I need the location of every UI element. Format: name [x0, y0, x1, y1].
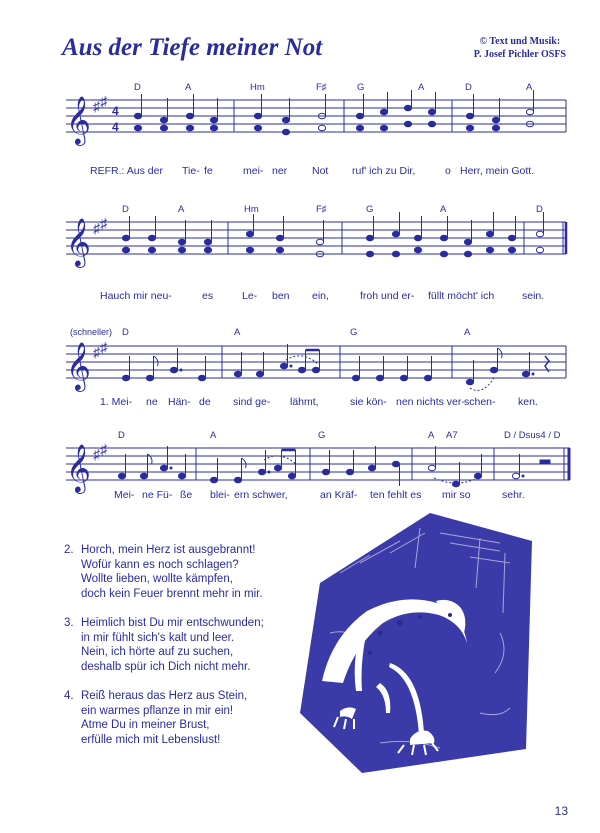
chord-symbol: D: [536, 204, 543, 215]
chord-symbol: A: [440, 204, 447, 215]
chord-symbol: A: [418, 82, 425, 93]
lyric-syllable: froh und er-: [360, 290, 415, 302]
lyric-syllable: ken.: [518, 396, 538, 408]
music-system-2: [0, 202, 600, 302]
credits-line: © Text und Musik:: [479, 36, 561, 47]
lyric-syllable: ern schwer,: [234, 489, 288, 501]
lyric-syllable: ten fehlt es: [370, 489, 422, 501]
key-signature: ♯: [93, 220, 100, 236]
chord-symbol: F♯: [316, 82, 327, 93]
lyric-syllable: de: [199, 396, 211, 408]
time-signature: 4: [112, 104, 119, 118]
time-signature: 4: [112, 120, 119, 134]
song-credits: [474, 35, 566, 61]
lyric-syllable: ne: [146, 396, 158, 408]
chord-symbol: Hm: [250, 82, 265, 93]
key-signature: ♯: [100, 441, 107, 457]
lyric-syllable: ein,: [312, 290, 329, 302]
lyric-syllable: Herr, mein Gott.: [460, 165, 535, 177]
lyric-syllable: REFR.: Aus der: [90, 165, 163, 177]
tempo-marking: (schneller): [70, 327, 113, 337]
key-signature: ♯: [100, 339, 107, 355]
verse-line: deshalb spür ich Dich nicht mehr.: [81, 660, 251, 673]
chord-symbol: A: [234, 327, 241, 338]
verse-4: [64, 689, 314, 747]
key-signature: ♯: [93, 98, 100, 114]
lyric-syllable: ße: [180, 489, 193, 501]
lyric-syllable: Tie-: [182, 165, 200, 177]
chord-symbol: Hm: [244, 204, 259, 215]
key-signature: ♯: [100, 93, 107, 109]
lyric-syllable: es: [202, 290, 214, 302]
lyric-syllable: Not: [312, 165, 329, 177]
page-number: 13: [554, 804, 568, 818]
chord-symbol: G: [350, 327, 358, 338]
verses: [64, 543, 314, 762]
chord-symbol: F♯: [316, 204, 327, 215]
lyric-syllable: o: [445, 165, 451, 177]
verse-line: doch kein Feuer brennt mehr in mir.: [81, 587, 263, 600]
lyric-syllable: mir so: [442, 489, 471, 501]
song-title: Aus der Tiefe meiner Not: [62, 34, 323, 61]
lyric-syllable: nen nichts ver-: [396, 396, 465, 408]
music-system-1: [0, 80, 600, 180]
verse-2: [64, 543, 314, 601]
chord-symbol: A: [428, 430, 435, 441]
chord-symbol: D: [122, 204, 129, 215]
lyric-syllable: Mei-: [114, 489, 135, 501]
chord-symbol: D: [134, 82, 141, 93]
verse-number: 2.: [64, 544, 74, 556]
lyric-syllable: an Kräf-: [320, 489, 358, 501]
lyric-syllable: sie kön-: [350, 396, 387, 408]
notes: [122, 212, 543, 257]
lyric-syllable: schen-: [464, 396, 496, 408]
verse-line: erfülle mich mit Lebenslust!: [81, 733, 221, 746]
lyric-syllable: ne Fü-: [142, 489, 173, 501]
lyric-syllable: ruf' ich zu Dir,: [352, 165, 416, 177]
chord-symbol: D: [122, 327, 129, 338]
chord-symbol: A: [526, 82, 533, 93]
chord-symbol: A: [210, 430, 217, 441]
verse-line: ein warmes pflanze in mir ein!: [81, 704, 234, 717]
notes: [122, 344, 549, 390]
chord-symbols: [122, 204, 543, 215]
verse-line: Atme Du in meiner Brust,: [81, 719, 210, 731]
chord-symbol: A: [185, 82, 192, 93]
chord-symbol: A7: [446, 430, 458, 441]
woodcut-illustration: [300, 513, 532, 773]
verse-line: Heimlich bist Du mir entschwunden;: [81, 617, 264, 629]
verse-number: 4.: [64, 690, 74, 702]
chord-symbol: G: [366, 204, 374, 215]
lyrics: [100, 290, 544, 302]
chord-symbol: G: [357, 82, 365, 93]
chord-symbol: G: [318, 430, 326, 441]
credits-line: P. Josef Pichler OSFS: [473, 49, 566, 60]
lyric-syllable: lähmt,: [290, 396, 319, 408]
treble-clef: 𝄞: [66, 342, 91, 389]
verse-line: in mir fühlt sich's kalt und leer.: [81, 631, 235, 644]
chord-symbols: [122, 327, 471, 338]
lyrics: [100, 396, 538, 408]
verse-line: Reiß heraus das Herz aus Stein,: [81, 690, 248, 702]
treble-clef: 𝄞: [66, 444, 91, 491]
lyric-syllable: mei-: [243, 165, 264, 177]
lyric-syllable: ben: [272, 290, 290, 302]
lyric-syllable: füllt möcht' ich: [428, 290, 495, 302]
verse-line: Wofür kann es noch schlagen?: [81, 558, 239, 571]
lyric-syllable: ner: [272, 165, 288, 177]
chord-symbol: D / Dsus4 / D: [504, 430, 561, 441]
key-signature: ♯: [93, 344, 100, 360]
verse-3: [64, 616, 314, 674]
verse-line: Nein, ich hörte auf zu suchen,: [81, 646, 234, 658]
lyric-syllable: fe: [204, 165, 213, 177]
notes: [118, 446, 550, 487]
verse-number: 3.: [64, 617, 74, 629]
lyric-syllable: sind ge-: [233, 396, 271, 408]
verse-line: Horch, mein Herz ist ausgebrannt!: [81, 544, 256, 556]
chord-symbols: [118, 430, 561, 441]
lyric-syllable: sehr.: [502, 489, 525, 501]
lyric-syllable: Hauch mir neu-: [100, 290, 172, 302]
treble-clef: 𝄞: [66, 218, 91, 265]
chord-symbol: A: [178, 204, 185, 215]
notes: [134, 90, 533, 135]
treble-clef: 𝄞: [66, 96, 91, 143]
lyric-syllable: sein.: [522, 290, 545, 302]
chord-symbol: D: [118, 430, 125, 441]
lyrics: [90, 165, 534, 177]
lyric-syllable: 1. Mei-: [100, 396, 133, 408]
lyric-syllable: blei-: [210, 489, 230, 501]
key-signature: ♯: [100, 215, 107, 231]
lyric-syllable: Hän-: [168, 396, 191, 408]
chord-symbol: A: [464, 327, 471, 338]
chord-symbol: D: [465, 82, 472, 93]
verse-line: Wollte lieben, wollte kämpfen,: [81, 573, 233, 585]
key-signature: ♯: [93, 446, 100, 462]
chord-symbols: [134, 82, 533, 93]
lyric-syllable: Le-: [242, 290, 258, 302]
music-system-3: [0, 326, 600, 426]
lyrics: [114, 489, 525, 501]
